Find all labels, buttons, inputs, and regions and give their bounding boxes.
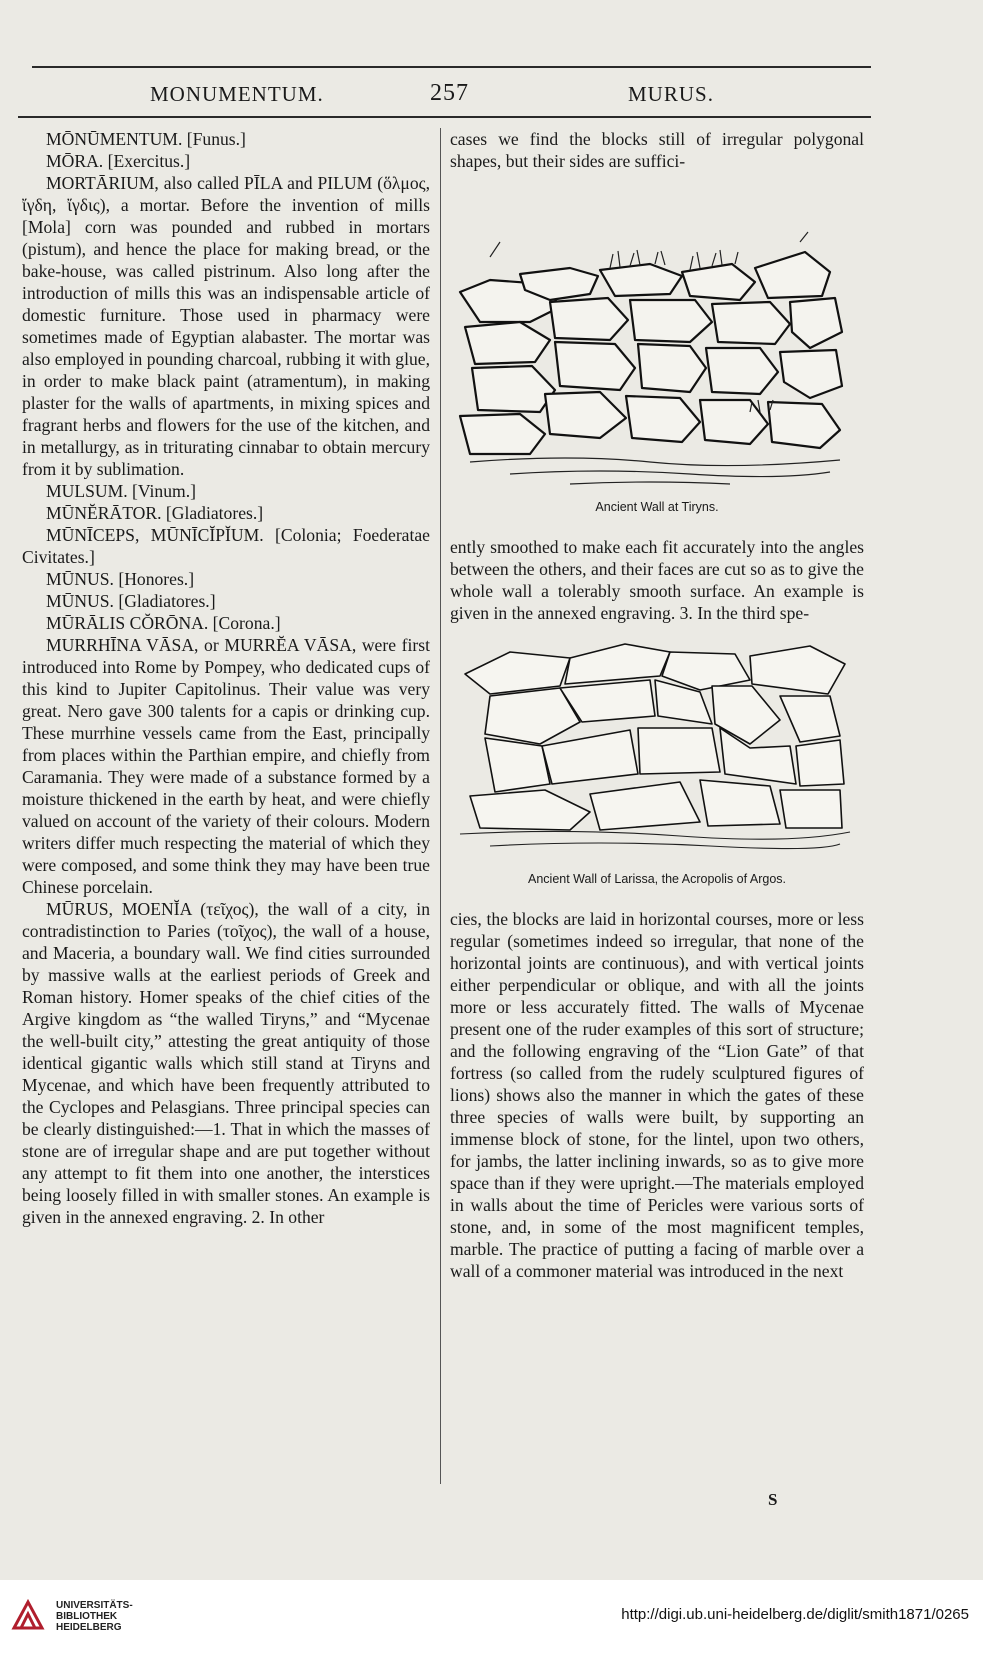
entry-munus-honores: MŪNUS. [Honores.] bbox=[46, 569, 195, 589]
entry-murus: MŪRUS, MOENĬA (τεῖχος), the wall of a city, in contradistinction to Paries (τοῖχος), the wall of a house, and Maceria, a boundary wall. We find cities surrounded by massive walls at the earliest periods of Greek and Roman history. Homer speaks of the chief cities of the Argive kingdom as “the walled Tiryns,” and “Mycenae the well-built city,” attesting the great antiquity of those identical gigantic walls which still stand at Tiryns and Mycenae, and which have been frequently attributed to the Cyclopes and Pelasgians. Three principal species can be clearly distinguished:—1. That in which the masses of stone are of irregular shape and are put together without any attempt to fit them into one another, the interstices being loosely filled in with smaller stones. An example is given in the annexed engraving. 2. In other bbox=[22, 899, 430, 1227]
signature-mark: S bbox=[768, 1490, 778, 1509]
library-name-line-1: UNIVERSITÄTS- bbox=[56, 1600, 133, 1611]
murus-continued-3: cies, the blocks are laid in horizontal courses, more or less regular (sometimes indeed so irregular, that none of the horizontal joints are continuous), and with vertical joints either perpendicular or oblique, and with all the joints more or less accurately fitted. The walls of Mycenae present one of the ruder examples of this sort of structure; and the following engraving of the “Lion Gate” of that fortress (so called from the rudely sculptured figures of lions) shows also the manner in which the gates of these three species of walls were built, by supporting an immense block of stone, for the lintel, upon two others, for jambs, the latter inclining inwards, so as to give more space than if they were upright.—The materials employed in walls about the time of Pericles were various sorts of stone, and, in some of the most magnificent temples, marble. The practice of putting a facing of marble over a wall of a commoner material was introduced in the next bbox=[450, 909, 864, 1281]
source-url-link[interactable]: http://digi.ub.uni-heidelberg.de/diglit/smith1871/0265 bbox=[621, 1606, 969, 1623]
murus-continued-2: ently smoothed to make each fit accurately into the angles between the others, and their faces are cut so as to give the whole wall a tolerably smooth surface. An example is given in the annexed engraving. 3. In the third spe- bbox=[450, 537, 864, 623]
running-head-right: MURUS. bbox=[628, 82, 714, 106]
entry-mortarium: MORTĀRIUM, also called PĪLA and PILUM (ὅλμος, ἴγδη, ἴγδις), a mortar. Before the invention of mills [Mola] corn was pounded and rubbed in mortars (pistum), and hence the place for making bread, or the bake-house, was called pistrinum. Also long after the introduction of mills this was an indispensable article of domestic furniture. Those used in pharmacy were sometimes made of Egyptian alabaster. The mortar was also employed in pounding charcoal, rubbing it with glue, in order to make black paint (atramentum), in making plaster for the walls of apartments, in mixing spices and fragrant herbs and flowers for the use of the kitchen, and in metallurgy, as in triturating cinnabar to obtain mercury from it by sublimation. bbox=[22, 173, 430, 479]
page-number: 257 bbox=[430, 80, 469, 106]
entry-muralis-corona: MŪRĀLIS CŎRŌNA. [Corona.] bbox=[46, 613, 281, 633]
figure-caption-tiryns: Ancient Wall at Tiryns. bbox=[595, 500, 719, 514]
column-divider bbox=[440, 128, 441, 1484]
figure-tiryns bbox=[450, 172, 864, 518]
running-head-left: MONUMENTUM. bbox=[150, 82, 324, 106]
library-name-line-3: HEIDELBERG bbox=[56, 1622, 122, 1633]
left-column bbox=[22, 128, 430, 1228]
footer-bar bbox=[0, 1580, 983, 1653]
top-rule bbox=[32, 66, 871, 68]
larissa-wall-engraving bbox=[450, 624, 864, 864]
entry-municeps: MŪNĪCEPS, MŪNĪCĬPĬUM. [Colonia; Foederatae Civitates.] bbox=[22, 525, 430, 567]
tiryns-wall-engraving bbox=[450, 172, 864, 492]
entry-monumentum: MŌNŪMENTUM. [Funus.] bbox=[46, 129, 246, 149]
figure-caption-larissa: Ancient Wall of Larissa, the Acropolis of Argos. bbox=[528, 872, 786, 886]
murus-continued-1: cases we find the blocks still of irregular polygonal shapes, but their sides are suffici- bbox=[450, 129, 864, 171]
library-name bbox=[56, 1600, 133, 1633]
library-name-line-2: BIBLIOTHEK bbox=[56, 1611, 118, 1622]
figure-larissa bbox=[450, 624, 864, 890]
entry-munus-gladiatores: MŪNUS. [Gladiatores.] bbox=[46, 591, 216, 611]
right-column bbox=[450, 128, 864, 1282]
entry-munerator: MŪNĔRĀTOR. [Gladiatores.] bbox=[46, 503, 264, 523]
university-logo-icon bbox=[10, 1598, 46, 1634]
header-rule bbox=[18, 116, 871, 118]
entry-mora: MŌRA. [Exercitus.] bbox=[46, 151, 191, 171]
entry-murrhina-vasa: MURRHĪNA VĀSA, or MURRĔA VĀSA, were first introduced into Rome by Pompey, who dedicated cups of this kind to Jupiter Capitolinus. Their value was very great. Nero gave 300 talents for a capis or drinking cup. These murrhine vessels came from the East, principally from places within the Parthian empire, and chiefly from Caramania. They were made of a substance formed by a moisture thickened in the earth by heat, and were chiefly valued on account of the variety of their colours. Modern writers differ much respecting the material of which they were composed, and some think they may have been true Chinese porcelain. bbox=[22, 635, 430, 897]
entry-mulsum: MULSUM. [Vinum.] bbox=[46, 481, 196, 501]
